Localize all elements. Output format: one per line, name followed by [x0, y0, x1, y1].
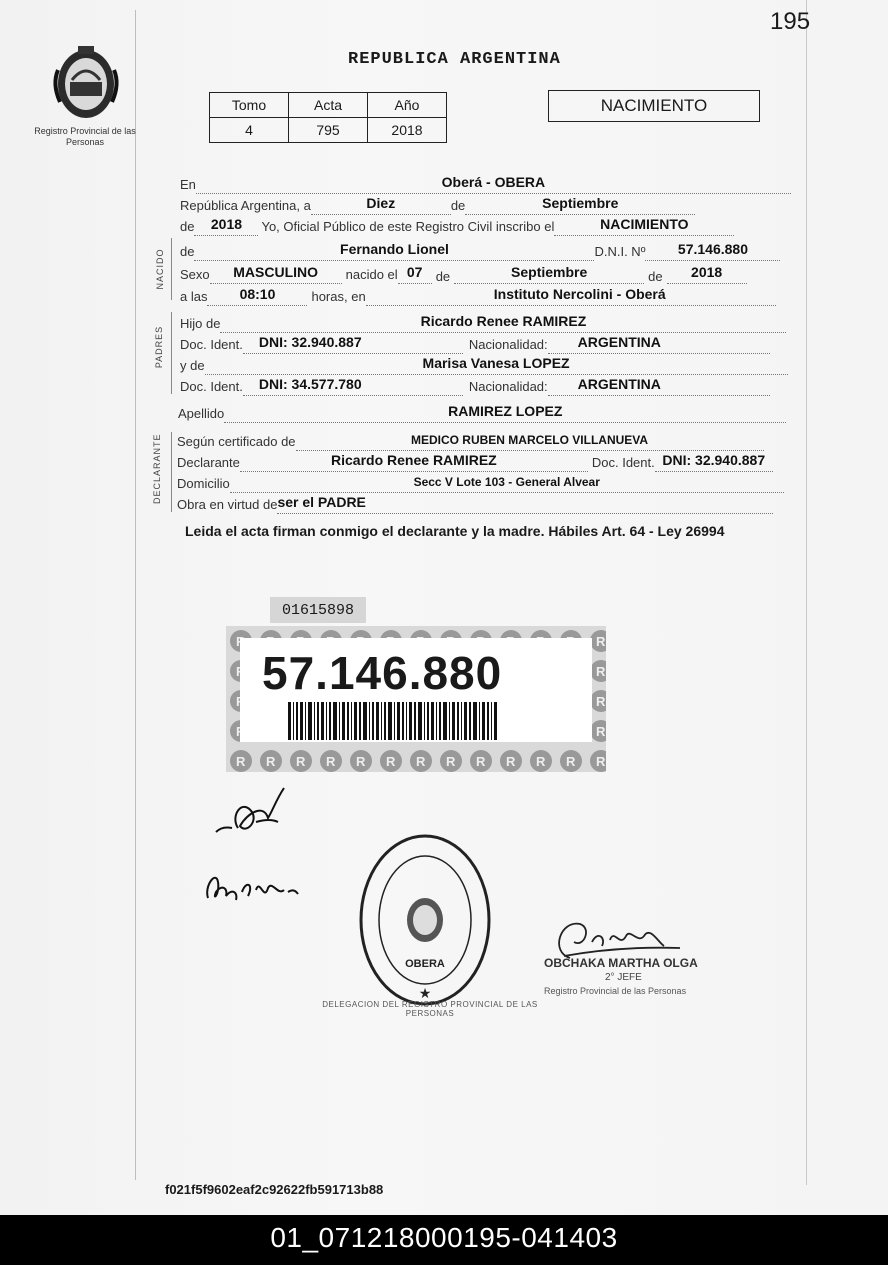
value-domicilio: Secc V Lote 103 - General Alvear — [413, 475, 600, 489]
label-doc-ident: Doc. Ident. — [180, 337, 243, 352]
ref-value-tomo: 4 — [210, 118, 289, 143]
label-y-de: y de — [180, 358, 205, 373]
value-anio: 2018 — [210, 216, 243, 232]
barcode-icon — [288, 702, 498, 740]
row-lugar — [180, 172, 791, 194]
row-nombre — [180, 239, 780, 261]
document-hash: f021f5f9602eaf2c92622fb591713b88 — [165, 1182, 384, 1197]
value-lugar: Oberá - OBERA — [441, 174, 546, 190]
label-domicilio: Domicilio — [177, 476, 230, 491]
row-madre — [180, 353, 788, 375]
control-number: 01615898 — [270, 597, 366, 623]
signature-madre-icon — [198, 862, 302, 912]
ref-value-anio: 2018 — [368, 118, 447, 143]
svg-text:★: ★ — [418, 985, 432, 1001]
seal-city-text: OBERA — [405, 958, 445, 970]
row-declarante — [177, 450, 773, 472]
label-de-5: de — [648, 269, 663, 284]
value-hora: 08:10 — [239, 286, 276, 302]
value-declarante: Ricardo Renee RAMIREZ — [331, 452, 497, 468]
row-apellido — [178, 401, 786, 423]
label-doc-ident-3: Doc. Ident. — [591, 455, 655, 470]
row-obra — [177, 492, 773, 514]
row-sexo — [180, 262, 747, 284]
ref-header-tomo: Tomo — [210, 93, 289, 118]
label-republica: República Argentina, a — [180, 198, 311, 213]
closing-statement: Leida el acta firman conmigo el declarante y la madre. Hábiles Art. 64 - Ley 26994 — [185, 523, 725, 539]
label-doc-ident-2: Doc. Ident. — [180, 379, 243, 394]
label-nacionalidad-2: Nacionalidad: — [468, 379, 548, 394]
value-dia: Diez — [366, 195, 396, 211]
row-fecha — [180, 193, 695, 215]
value-obra: ser el PADRE — [277, 494, 366, 510]
value-dia-nac: 07 — [406, 264, 423, 280]
label-de-3: de — [180, 244, 195, 259]
label-de-4: de — [435, 269, 451, 284]
value-padre-nac: ARGENTINA — [577, 334, 661, 350]
ref-value-acta: 795 — [289, 118, 368, 143]
label-dni: D.N.I. Nº — [594, 244, 646, 259]
ref-header-anio: Año — [368, 93, 447, 118]
row-hora — [180, 284, 776, 306]
margin-line — [135, 10, 136, 1180]
row-padre — [180, 311, 786, 333]
page-number: 195 — [770, 8, 811, 35]
record-type-box: NACIMIENTO — [548, 90, 760, 122]
label-nacionalidad: Nacionalidad: — [468, 337, 548, 352]
label-en: En — [180, 177, 196, 192]
value-lugar-nac: Instituto Nercolini - Oberá — [493, 286, 666, 302]
section-label-nacido: NACIDO — [155, 248, 165, 290]
label-nacido-el: nacido el — [345, 267, 398, 282]
label-de: de — [450, 198, 466, 213]
official-role: 2° JEFE — [605, 972, 642, 983]
row-madre-doc — [180, 374, 770, 396]
label-certificado: Según certificado de — [177, 434, 296, 449]
registry-seal-icon — [355, 830, 495, 1010]
ref-header-acta: Acta — [289, 93, 368, 118]
document-title: REPUBLICA ARGENTINA — [348, 50, 561, 69]
label-hijo-de: Hijo de — [180, 316, 221, 331]
label-oficial: Yo, Oficial Público de este Registro Civil inscribo el — [261, 219, 555, 234]
value-mes: Septiembre — [542, 195, 619, 211]
row-domicilio — [177, 471, 784, 493]
seal-text: DELEGACION DEL REGISTRO PROVINCIAL DE LAS PERSONAS — [322, 1000, 538, 1018]
official-name: OBCHAKA MARTHA OLGA — [544, 956, 698, 970]
value-sexo: MASCULINO — [233, 264, 319, 280]
section-label-declarante: DECLARANTE — [152, 433, 162, 504]
value-dni: 57.146.880 — [677, 241, 748, 257]
value-certificado: MEDICO RUBEN MARCELO VILLANUEVA — [410, 433, 649, 447]
row-padre-doc — [180, 332, 770, 354]
value-madre-doc: DNI: 34.577.780 — [258, 376, 362, 392]
nacido-section-line — [171, 238, 172, 300]
declarante-section-line — [171, 432, 172, 512]
padres-section-line — [171, 312, 172, 394]
row-certificado — [177, 429, 764, 451]
misiones-coat-of-arms-icon — [48, 40, 124, 124]
right-edge-line — [806, 0, 807, 1185]
value-anio-nac: 2018 — [691, 264, 723, 280]
signature-declarante-icon — [212, 782, 292, 842]
value-tipo: NACIMIENTO — [600, 216, 689, 232]
official-registry: Registro Provincial de las Personas — [544, 986, 687, 996]
section-label-padres: PADRES — [154, 325, 164, 369]
value-nombre: Fernando Lionel — [340, 241, 449, 257]
value-apellido: RAMIREZ LOPEZ — [448, 403, 563, 419]
value-madre: Marisa Vanesa LOPEZ — [422, 355, 570, 371]
file-id: 01_071218000195-041403 — [270, 1222, 618, 1253]
label-a-las: a las — [180, 289, 208, 304]
label-sexo: Sexo — [180, 267, 210, 282]
label-horas-en: horas, en — [311, 289, 366, 304]
label-obra: Obra en virtud de — [177, 497, 278, 512]
label-de-2: de — [180, 219, 195, 234]
value-madre-nac: ARGENTINA — [577, 376, 661, 392]
reference-table — [209, 92, 447, 143]
logo-caption: Registro Provincial de las Personas — [34, 126, 136, 147]
value-padre: Ricardo Renee RAMIREZ — [420, 313, 587, 329]
file-id-bar — [0, 1215, 888, 1265]
label-declarante: Declarante — [177, 455, 240, 470]
label-apellido: Apellido — [178, 406, 225, 421]
sticker-dni-number: 57.146.880 — [262, 647, 503, 699]
value-padre-doc: DNI: 32.940.887 — [258, 334, 362, 350]
row-inscripcion — [180, 214, 734, 236]
value-declarante-doc: DNI: 32.940.887 — [662, 452, 766, 468]
value-mes-nac: Septiembre — [511, 264, 588, 280]
